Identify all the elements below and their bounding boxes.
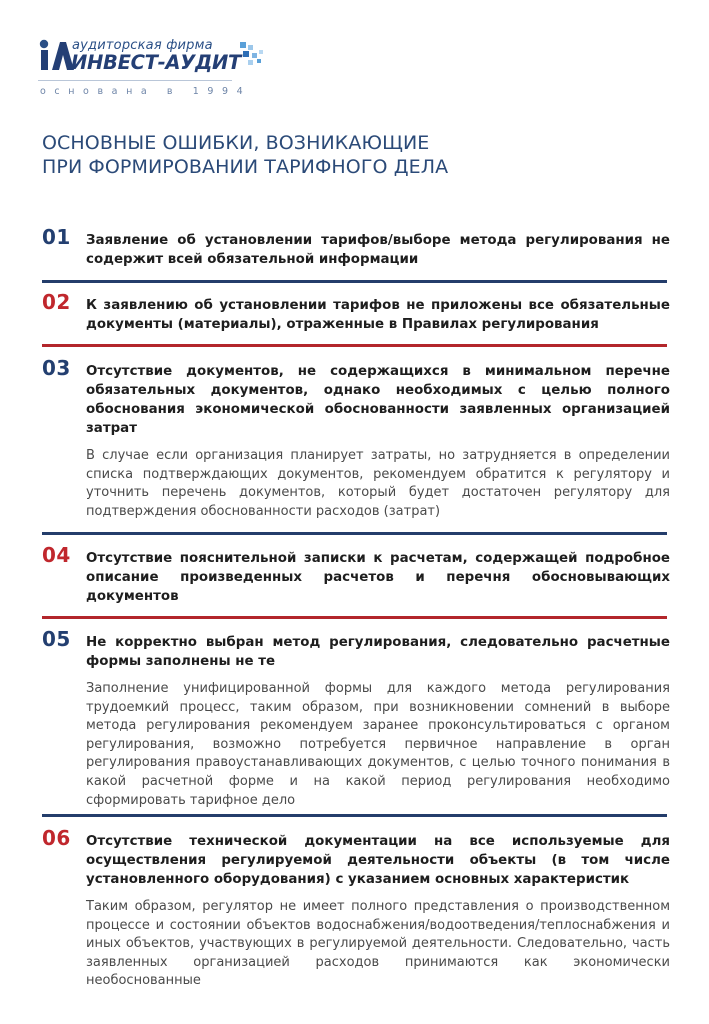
item-heading: Отсутствие документов, не содержащихся в минимальном перечне обязательных документов, однако необходимых с целью полного обоснования экономической обоснованности заявленных организацией затрат xyxy=(86,364,670,436)
item-divider xyxy=(42,814,667,817)
item-heading: Не корректно выбран метод регулирования, следовательно расчетные формы заполнены не те xyxy=(86,635,670,669)
logo-divider xyxy=(38,80,232,81)
item-divider xyxy=(42,532,667,535)
error-item-01 xyxy=(42,225,670,269)
page-title xyxy=(42,131,602,179)
logo-tagline: основана в 1994 xyxy=(40,86,252,97)
item-heading: Отсутствие технической документации на все используемые для осуществления регулируемой деятельности объекты (в том числе установленного оборудования) с указанием основных характеристик xyxy=(86,834,670,887)
item-description: Таким образом, регулятор не имеет полного представления о производственном процессе и состоянии объектов водоснабжения/водоотведения/теплоснабжения и иных объектов, участвующих в регулируемой деятельности. Следовательно, часть заявленных организацией расходов принимаются как экономически необоснованные xyxy=(86,899,670,989)
item-number: 05 xyxy=(42,627,71,651)
logo-squares-icon xyxy=(240,42,270,70)
company-logo xyxy=(38,34,252,104)
item-number: 06 xyxy=(42,826,71,850)
page-title-line-1: ОСНОВНЫЕ ОШИБКИ, ВОЗНИКАЮЩИЕ xyxy=(42,132,430,154)
item-heading: Отсутствие пояснительной записки к расчетам, содержащей подробное описание произведенных расчетов и перечня обосновывающих документов xyxy=(86,551,670,604)
logo-subtitle: аудиторская фирма xyxy=(72,38,213,53)
item-number: 02 xyxy=(42,290,71,314)
item-number: 01 xyxy=(42,225,71,249)
error-item-04 xyxy=(42,543,670,606)
item-heading: К заявлению об установлении тарифов не приложены все обязательные документы (материалы), отраженные в Правилах регулирования xyxy=(86,298,670,332)
item-number: 04 xyxy=(42,543,71,567)
error-item-03 xyxy=(42,356,670,521)
item-description: Заполнение унифицированной формы для каждого метода регулирования трудоемкий процесс, таким образом, при возникновении сомнений в выборе метода регулирования рекомендуем заранее проконсультироваться с органом регулирования, возможно потребуется первичное направление в орган регулирования правоустанавливающих документов, с целью точного понимания в какой расчетной форме и на какой период регулирования необходимо сформировать тарифное дело xyxy=(86,681,670,808)
item-divider xyxy=(42,616,667,619)
logo-brand-name: ИНВЕСТ-АУДИТ xyxy=(71,51,242,74)
item-number: 03 xyxy=(42,356,71,380)
error-item-02 xyxy=(42,290,670,334)
page-title-line-2: ПРИ ФОРМИРОВАНИИ ТАРИФНОГО ДЕЛА xyxy=(42,156,449,178)
item-heading: Заявление об установлении тарифов/выборе метода регулирования не содержит всей обязательной информации xyxy=(86,233,670,267)
item-divider xyxy=(42,280,667,283)
error-item-06 xyxy=(42,826,670,991)
item-description: В случае если организация планирует затраты, но затрудняется в определении списка подтверждающих документов, рекомендуем обратится к регулятору и уточнить перечень документов, который будет достаточен регулятору для подтверждения обоснованности расходов (затрат) xyxy=(86,448,670,519)
item-divider xyxy=(42,344,667,347)
error-item-05 xyxy=(42,627,670,810)
logo-mark-icon xyxy=(38,38,74,72)
